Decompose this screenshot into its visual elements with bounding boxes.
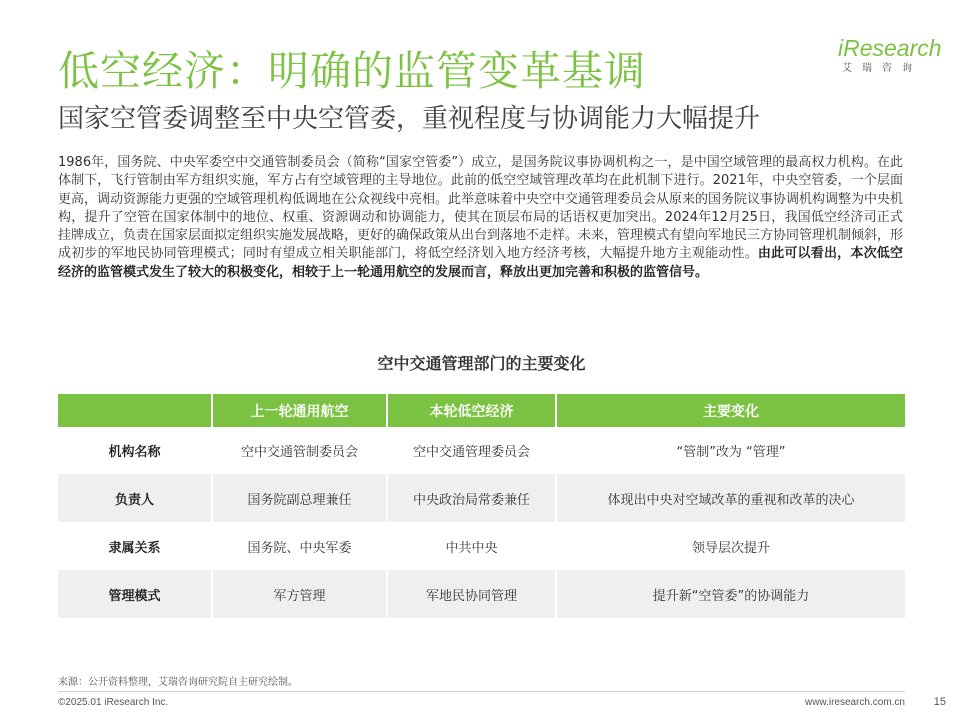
cell-current: 中共中央 xyxy=(387,522,556,570)
cell-change: 领导层次提升 xyxy=(556,522,905,570)
source-note: 来源：公开资料整理，艾瑞咨询研究院自主研究绘制。 xyxy=(58,677,298,688)
header-blank xyxy=(58,394,212,427)
body-normal-text: 1986年，国务院、中央军委空中交通管制委员会（简称“国家空管委”）成立，是国务院议事协调机构之一，是中国空域管理的最高权力机构。在此体制下，飞行管制由军方组织实施，军方占有空域管理的主导地位。此前的低空空域管理改革均在此机制下进行。2021年，中央空管委，一个层面更高，调动资源能力更强的空域管理机构低调地在公众视线中亮相。此举意味着中央空中交通管理委员会从原来的国务院议事协调机构调整为中央机构，提升了空管在国家体制中的地位、权重、资源调动和协调能力，使其在顶层布局的话语权更加突出。2024年12月25日，我国低空经济司正式挂牌成立，负责在国家层面拟定组织实施发展战略，更好的确保政策从出台到落地不走样。未来，管理模式有望向军地民三方协同管理机制倾斜，形成初步的军地民协同管理模式；同时有望成立相关职能部门，将低空经济划入地方经济考核，大幅提升地方主观能动性。 xyxy=(58,155,904,262)
page-number: 15 xyxy=(933,696,946,708)
header-current-round: 本轮低空经济 xyxy=(387,394,556,427)
logo-wordmark: iResearch xyxy=(838,35,942,61)
table-row xyxy=(58,522,905,570)
body-bold-conclusion: 由此可以看出，本次低空经济的监管模式发生了较大的积极变化，相较于上一轮通用航空的发展而言，释放出更加完善和积极的监管信号。 xyxy=(58,246,903,280)
cell-change: 体现出中央对空域改革的重视和改革的决心 xyxy=(556,474,905,522)
page-subtitle: 国家空管委调整至中央空管委，重视程度与协调能力大幅提升 xyxy=(58,104,761,134)
footer-divider xyxy=(58,691,905,692)
table-title: 空中交通管理部门的主要变化 xyxy=(377,354,586,373)
row-label: 管理模式 xyxy=(58,570,212,618)
cell-current: 军地民协同管理 xyxy=(387,570,556,618)
website-url: www.iresearch.com.cn xyxy=(804,697,905,708)
cell-previous: 空中交通管制委员会 xyxy=(212,427,387,474)
cell-current: 空中交通管理委员会 xyxy=(387,427,556,474)
cell-change: 提升新“空管委”的协调能力 xyxy=(556,570,905,618)
table-row xyxy=(58,427,905,474)
logo-chinese-name: 艾瑞咨询 xyxy=(842,63,922,74)
table-row xyxy=(58,570,905,618)
cell-current: 中央政治局常委兼任 xyxy=(387,474,556,522)
iresearch-logo xyxy=(838,34,942,84)
changes-table xyxy=(58,394,905,618)
header-previous-round: 上一轮通用航空 xyxy=(212,394,387,427)
cell-previous: 国务院副总理兼任 xyxy=(212,474,387,522)
page-title: 低空经济：明确的监管变革基调 xyxy=(58,47,646,95)
cell-previous: 国务院、中央军委 xyxy=(212,522,387,570)
copyright: ©2025.01 iResearch Inc. xyxy=(58,697,169,708)
table-row xyxy=(58,474,905,522)
table-header-row xyxy=(58,394,905,427)
body-paragraph xyxy=(58,154,903,282)
row-label: 隶属关系 xyxy=(58,522,212,570)
row-label: 负责人 xyxy=(58,474,212,522)
header-main-change: 主要变化 xyxy=(556,394,905,427)
cell-previous: 军方管理 xyxy=(212,570,387,618)
row-label: 机构名称 xyxy=(58,427,212,474)
cell-change: “管制”改为 “管理” xyxy=(556,427,905,474)
